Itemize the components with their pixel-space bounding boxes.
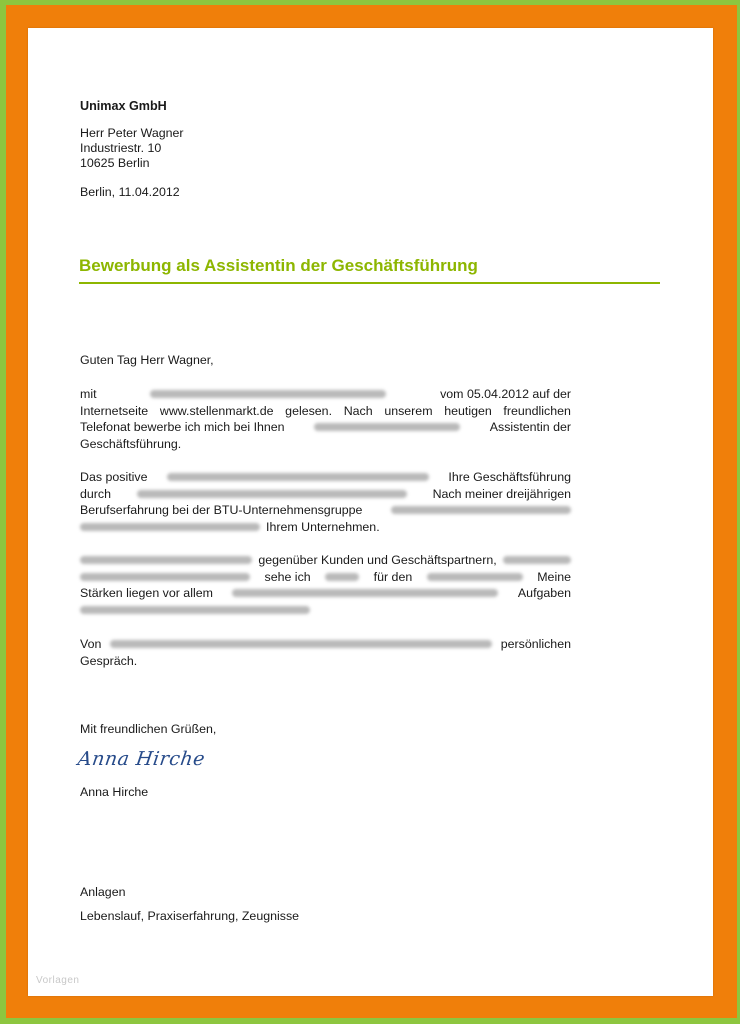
p3-line-2 (80, 569, 571, 586)
p3-text: Meine (537, 569, 571, 584)
p2-line-4 (80, 519, 571, 536)
p2-text: Berufserfahrung bei der BTU-Unternehmensgruppe (80, 503, 363, 517)
p2-text: durch (80, 486, 111, 501)
signer-name: Anna Hirche (80, 785, 149, 799)
p1-line-4 (80, 436, 571, 453)
letter-date: Berlin, 11.04.2012 (80, 185, 180, 199)
p3-text: sehe ich (264, 569, 311, 584)
p3-text: Aufgaben (517, 586, 571, 600)
recipient-address (80, 126, 184, 171)
paragraph-3 (80, 552, 571, 618)
p1-text: heutigen (444, 403, 492, 418)
p2-line-2 (80, 486, 571, 503)
blurred-text (232, 589, 498, 597)
p2-text: Das positive (80, 470, 148, 484)
p2-line-3 (80, 502, 571, 519)
p1-text: Internetseite (80, 403, 149, 418)
blurred-text (503, 556, 571, 564)
p3-line-4 (80, 602, 571, 619)
p3-text: Stärken liegen vor allem (80, 586, 213, 600)
p4-text: persönlichen (500, 637, 571, 651)
p3-line-1 (80, 552, 571, 569)
p1-text: unserem (384, 403, 433, 418)
blurred-text (80, 606, 310, 614)
p3-text: gegenüber Kunden und Geschäftspartnern, (258, 553, 497, 567)
p2-text: Ihrem Unternehmen. (266, 519, 380, 534)
recipient-name: Herr Peter Wagner (80, 126, 184, 140)
letter-subject: Bewerbung als Assistentin der Geschäftsführung (79, 256, 478, 275)
p1-text: Geschäftsführung. (80, 436, 182, 451)
paragraph-4 (80, 636, 571, 669)
blurred-text (314, 423, 460, 431)
p4-text: Gespräch. (80, 653, 138, 668)
paragraph-2 (80, 469, 571, 535)
p2-text: Ihre Geschäftsführung (448, 470, 571, 484)
p1-text: Nach (343, 403, 373, 418)
p1-line-1 (80, 386, 571, 403)
closing: Mit freundlichen Grüßen, (80, 722, 217, 736)
p1-line-2 (80, 403, 571, 420)
subject-rule (79, 282, 660, 284)
blurred-text (150, 390, 386, 398)
p1-text: Assistentin der (489, 420, 571, 434)
watermark: Vorlagen (36, 975, 80, 986)
blurred-text (325, 573, 359, 581)
p1-text: mit (80, 387, 97, 401)
p3-text: für den (373, 569, 413, 584)
recipient-city: 10625 Berlin (80, 156, 150, 170)
recipient-street: Industriestr. 10 (80, 141, 162, 155)
p1-text: Telefonat bewerbe ich mich bei Ihnen (80, 420, 285, 434)
blurred-text (427, 573, 523, 581)
blurred-text (80, 573, 250, 581)
p4-line-2 (80, 653, 571, 670)
p2-line-1 (80, 469, 571, 486)
blurred-text (110, 640, 492, 648)
greeting: Guten Tag Herr Wagner, (80, 353, 214, 367)
p4-text: Von (80, 637, 102, 651)
letter-page (28, 28, 713, 996)
p1-text: www.stellenmarkt.de (159, 403, 274, 418)
blurred-text (391, 506, 571, 514)
attachments-title: Anlagen (80, 885, 126, 899)
blurred-text (80, 556, 252, 564)
p4-line-1 (80, 636, 571, 653)
p1-text: freundlichen (503, 403, 571, 418)
p3-line-3 (80, 585, 571, 602)
attachments-list: Lebenslauf, Praxiserfahrung, Zeugnisse (80, 909, 300, 923)
paragraph-1 (80, 386, 571, 452)
p2-text: Nach meiner dreijährigen (432, 486, 571, 501)
signature: Anna Hirche (76, 748, 207, 770)
blurred-text (167, 473, 429, 481)
p1-text: gelesen. (285, 403, 333, 418)
p1-text: vom 05.04.2012 auf der (440, 387, 571, 401)
company-name: Unimax GmbH (80, 99, 167, 113)
p1-line-3 (80, 419, 571, 436)
blurred-text (137, 490, 407, 498)
blurred-text (80, 523, 260, 531)
